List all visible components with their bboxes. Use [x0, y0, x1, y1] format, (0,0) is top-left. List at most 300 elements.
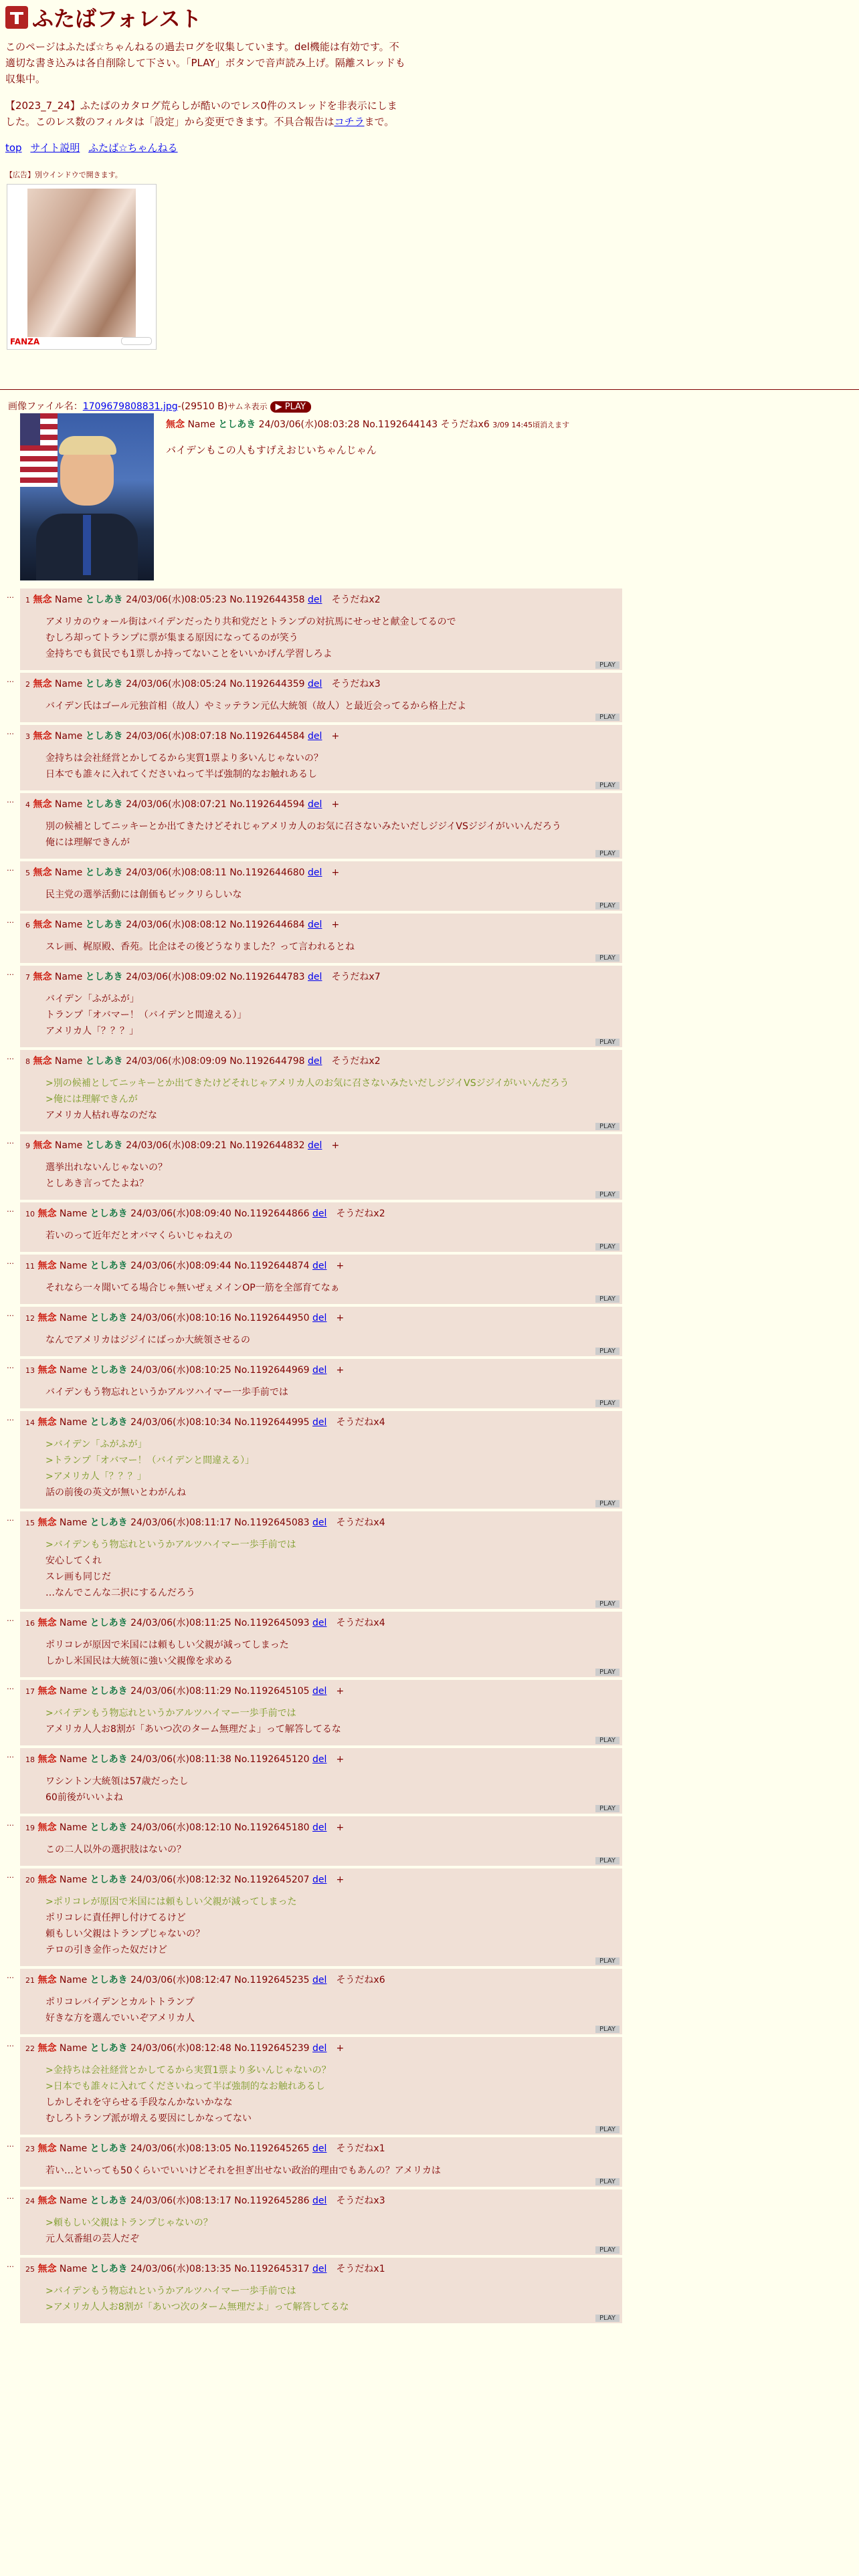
reply-subject: 無念: [33, 972, 52, 982]
reply-date: 24/03/06(水)08:11:29: [130, 1686, 231, 1697]
sodane-button[interactable]: そうだねx2: [331, 1056, 381, 1067]
reply-index: 21: [25, 1976, 35, 1985]
report-link[interactable]: コチラ: [334, 116, 365, 128]
sodane-button[interactable]: そうだねx1: [336, 2264, 385, 2274]
reply-name-label: Name: [54, 867, 83, 878]
reply-body: [45, 1774, 617, 1806]
reply-number[interactable]: No.1192644798: [229, 1056, 305, 1067]
reply-poster: としあき: [85, 920, 123, 930]
reply-name-label: Name: [59, 1975, 88, 1985]
site-title[interactable]: ふたばフォレスト: [32, 6, 202, 31]
play-button[interactable]: PLAY: [595, 850, 619, 857]
reply-marker: …: [7, 1414, 14, 1422]
sodane-button[interactable]: そうだねx7: [331, 972, 381, 982]
reply-number[interactable]: No.1192644950: [234, 1313, 310, 1323]
del-link[interactable]: del: [308, 972, 322, 982]
reply-date: 24/03/06(水)08:07:21: [126, 799, 227, 810]
play-button[interactable]: PLAY: [595, 1243, 619, 1251]
body-line: ワシントン大統領は57歳だったし: [45, 1776, 189, 1787]
reply-poster: としあき: [85, 595, 123, 605]
sodane-button[interactable]: そうだねx6: [336, 1975, 385, 1985]
del-link[interactable]: del: [312, 1754, 327, 1765]
reply-number[interactable]: No.1192644874: [234, 1261, 310, 1271]
reply-number[interactable]: No.1192645317: [234, 2264, 310, 2274]
reply-number[interactable]: No.1192645093: [234, 1618, 310, 1628]
reply-number[interactable]: No.1192644969: [234, 1365, 310, 1376]
reply-box: [20, 2189, 622, 2255]
body-line: バイデンもう物忘れというかアルツハイマー一歩手前では: [45, 1387, 288, 1398]
ad-pager-dots[interactable]: [121, 337, 152, 345]
play-button[interactable]: PLAY: [595, 1191, 619, 1198]
play-button[interactable]: PLAY: [595, 1669, 619, 1676]
reply-box: [20, 1612, 622, 1677]
body-line: トランプ「オバマー！（バイデンと間違える）」: [45, 1010, 247, 1021]
body-line: しかしそれを守らせる手段なんかないかなな: [45, 2097, 233, 2108]
sodane-button[interactable]: そうだねx3: [331, 679, 381, 689]
op-header: [166, 417, 569, 431]
op-number[interactable]: No.1192644143: [362, 419, 438, 430]
top-link[interactable]: top: [5, 142, 22, 154]
reply-body: [45, 1280, 617, 1296]
body-line: バイデン「ふがふが」: [45, 994, 139, 1004]
reply-date: 24/03/06(水)08:11:38: [130, 1754, 231, 1765]
reply-poster: としあき: [90, 1975, 128, 1985]
body-line: …なんでこんな二択にするんだろう: [45, 1588, 195, 1598]
reply-number[interactable]: No.1192644359: [229, 679, 305, 689]
reply-name-label: Name: [54, 1056, 83, 1067]
reply-date: 24/03/06(水)08:13:17: [130, 2195, 231, 2206]
del-link[interactable]: del: [308, 1056, 322, 1067]
reply-body: [45, 2215, 617, 2247]
reply-marker: …: [7, 2140, 14, 2149]
reply-body: [45, 1637, 617, 1669]
reply-box: [20, 861, 622, 911]
del-link[interactable]: del: [312, 1417, 327, 1428]
reply-box: [20, 1359, 622, 1408]
reply-header: [25, 918, 617, 931]
play-button[interactable]: PLAY: [595, 2315, 619, 2322]
play-button[interactable]: PLAY: [595, 2126, 619, 2133]
reply-name-label: Name: [54, 679, 83, 689]
reply-subject: 無念: [37, 2195, 57, 2206]
reply-marker: …: [7, 1514, 14, 1523]
reply-poster: としあき: [90, 1686, 128, 1697]
reply-header: [25, 1684, 617, 1697]
reply-header: [25, 1752, 617, 1765]
play-button[interactable]: PLAY: [595, 2026, 619, 2033]
reply-number[interactable]: No.1192645105: [234, 1686, 310, 1697]
reply-name-label: Name: [59, 1618, 88, 1628]
play-button[interactable]: PLAY: [595, 1500, 619, 1507]
reply-index: 15: [25, 1519, 35, 1527]
nav-links: [5, 140, 407, 154]
futaba-link[interactable]: ふたば☆ちゃんねる: [88, 142, 178, 154]
sodane-button[interactable]: そうだねx4: [336, 1618, 385, 1628]
del-link[interactable]: del: [308, 731, 322, 742]
sodane-button[interactable]: +: [336, 1261, 345, 1271]
reply-number[interactable]: No.1192645239: [234, 2043, 310, 2054]
reply-body: [45, 1994, 617, 2026]
reply-number[interactable]: No.1192644783: [229, 972, 305, 982]
reply-header: [25, 1415, 617, 1428]
reply-body: [45, 2163, 617, 2179]
reply-header: [25, 729, 617, 742]
reply-number[interactable]: No.1192645083: [234, 1517, 310, 1528]
table-row: [7, 1612, 622, 1677]
reply-body: [45, 614, 617, 662]
body-line: アメリカ人「？？？」: [45, 1026, 139, 1037]
reply-name-label: Name: [54, 731, 83, 742]
body-line: 元人気番組の芸人だぞ: [45, 2234, 139, 2244]
reply-number[interactable]: No.1192644995: [234, 1417, 310, 1428]
reply-body: [45, 819, 617, 851]
reply-date: 24/03/06(水)08:05:24: [126, 679, 227, 689]
table-row: [7, 914, 622, 963]
body-line: アメリカ人枯れ専なのだな: [45, 1110, 158, 1121]
quote-line: >金持ちは会社経営とかしてるから実質1票より多いんじゃないの？: [45, 2065, 331, 2076]
site-description-link[interactable]: サイト説明: [30, 142, 80, 154]
body-line: 別の候補としてニッキーとか出てきたけどそれじゃアメリカ人のお気に召さないみたいだしジジイVSジジイがいいんだろう: [45, 821, 561, 832]
table-row: [7, 1511, 622, 1609]
reply-index: 5: [25, 869, 30, 877]
play-button[interactable]: PLAY: [595, 1600, 619, 1608]
reply-body: [45, 750, 617, 782]
play-button[interactable]: PLAY: [595, 1805, 619, 1812]
reply-poster: としあき: [90, 1618, 128, 1628]
reply-name-label: Name: [59, 2195, 88, 2206]
table-row: [7, 966, 622, 1047]
ad-image[interactable]: [27, 189, 136, 337]
reply-box: [20, 1307, 622, 1356]
quote-line: >アメリカ人「？？？」: [45, 1471, 147, 1482]
reply-marker: …: [7, 1053, 14, 1061]
file-link[interactable]: 1709679808831.jpg: [82, 401, 178, 412]
sodane-button[interactable]: +: [331, 1140, 340, 1151]
play-button[interactable]: PLAY: [595, 1400, 619, 1407]
del-link[interactable]: del: [312, 1874, 327, 1885]
reply-date: 24/03/06(水)08:08:11: [126, 867, 227, 878]
play-button[interactable]: PLAY: [595, 2246, 619, 2254]
reply-body: [45, 1332, 617, 1348]
body-line: しかし米国民は大統領に強い父親像を求める: [45, 1656, 233, 1667]
reply-marker: …: [7, 1819, 14, 1828]
del-link[interactable]: del: [312, 1822, 327, 1833]
sodane-button[interactable]: そうだねx4: [336, 1517, 385, 1528]
intro-paragraph-2-text: 【2023_7_24】ふたばのカタログ荒らしが酷いのでレス0件のスレッドを非表示にしました。このレス数のフィルタは「設定」から変更できます。不具合報告は: [5, 100, 397, 128]
table-row: [7, 1969, 622, 2034]
del-link[interactable]: del: [312, 2264, 327, 2274]
reply-poster: としあき: [90, 1417, 128, 1428]
reply-name-label: Name: [54, 799, 83, 810]
reply-box: [20, 2258, 622, 2323]
sodane-button[interactable]: そうだねx3: [336, 2195, 385, 2206]
intro-text: [5, 39, 407, 130]
sodane-button[interactable]: +: [331, 799, 340, 810]
reply-subject: 無念: [37, 1874, 57, 1885]
body-line: むしろトランプ派が増える要因にしかなってない: [45, 2113, 252, 2124]
reply-marker: …: [7, 968, 14, 977]
reply-number[interactable]: No.1192645120: [234, 1754, 310, 1765]
sodane-button[interactable]: +: [336, 1313, 345, 1323]
reply-header: [25, 970, 617, 983]
play-button[interactable]: PLAY: [595, 782, 619, 789]
reply-body: [45, 1537, 617, 1601]
reply-subject: 無念: [33, 867, 52, 878]
intro-paragraph-2-end: まで。: [364, 116, 395, 128]
intro-paragraph-1: このページはふたば☆ちゃんねるの過去ログを収集しています。del機能は有効です。不適切な書き込みは各自削除して下さい。「PLAY」ボタンで音声読み上げ。隔離スレッドも収集中。: [5, 41, 405, 85]
sodane-button[interactable]: +: [331, 920, 340, 930]
del-link[interactable]: del: [308, 679, 322, 689]
reply-index: 13: [25, 1366, 35, 1375]
reply-number[interactable]: No.1192645286: [234, 2195, 310, 2206]
reply-subject: 無念: [37, 1365, 57, 1376]
reply-index: 24: [25, 2197, 35, 2206]
reply-number[interactable]: No.1192644594: [229, 799, 305, 810]
play-button[interactable]: PLAY: [595, 954, 619, 962]
reply-header: [25, 1363, 617, 1376]
reply-index: 9: [25, 1142, 30, 1150]
reply-date: 24/03/06(水)08:11:25: [130, 1618, 231, 1628]
reply-body: [45, 1228, 617, 1244]
body-line: 話の前後の英文が無いとわがんね: [45, 1487, 186, 1498]
reply-body: [45, 1842, 617, 1858]
play-button[interactable]: PLAY: [595, 1123, 619, 1130]
del-link[interactable]: del: [312, 1686, 327, 1697]
tie-graphic: [83, 515, 91, 575]
play-button[interactable]: PLAY: [595, 2178, 619, 2185]
op-image[interactable]: [20, 413, 154, 580]
reply-marker: …: [7, 1257, 14, 1266]
del-link[interactable]: del: [312, 2195, 327, 2206]
sodane-button[interactable]: そうだねx2: [336, 1208, 385, 1219]
reply-marker: …: [7, 2192, 14, 2201]
reply-box: [20, 725, 622, 790]
play-button[interactable]: PLAY: [595, 1295, 619, 1303]
reply-marker: …: [7, 1683, 14, 1691]
reply-subject: 無念: [33, 1140, 52, 1151]
sodane-button[interactable]: +: [336, 1754, 345, 1765]
reply-header: [25, 2141, 617, 2155]
reply-poster: としあき: [90, 1517, 128, 1528]
reply-number[interactable]: No.1192644866: [234, 1208, 310, 1219]
reply-number[interactable]: No.1192644358: [229, 595, 305, 605]
reply-header: [25, 865, 617, 879]
reply-subject: 無念: [33, 731, 52, 742]
play-button[interactable]: PLAY: [595, 1737, 619, 1744]
file-size: -(29510 B): [177, 401, 228, 412]
reply-name-label: Name: [59, 1517, 88, 1528]
reply-subject: 無念: [37, 1313, 57, 1323]
sodane-button[interactable]: +: [336, 1822, 345, 1833]
del-link[interactable]: del: [312, 1517, 327, 1528]
reply-number[interactable]: No.1192645180: [234, 1822, 310, 1833]
body-line: ポリコレバイデンとカルトトランプ: [45, 1997, 195, 2008]
play-button[interactable]: PLAY: [595, 902, 619, 909]
table-row: [7, 1868, 622, 1966]
reply-header: [25, 1515, 617, 1529]
reply-index: 14: [25, 1418, 35, 1427]
op-expire: 3/09 14:45頃消えます: [492, 421, 570, 429]
quote-line: >ポリコレが原因で米国には頼もしい父親が減ってしまった: [45, 1897, 297, 1907]
reply-marker: …: [7, 1751, 14, 1759]
reply-header: [25, 677, 617, 690]
reply-body: [45, 887, 617, 903]
reply-poster: としあき: [90, 1874, 128, 1885]
reply-name-label: Name: [59, 1365, 88, 1376]
reply-index: 11: [25, 1262, 35, 1271]
reply-header: [25, 2262, 617, 2275]
table-row: [7, 1748, 622, 1814]
reply-header: [25, 1872, 617, 1886]
table-row: [7, 588, 622, 670]
ad-banner[interactable]: [7, 184, 157, 350]
del-link[interactable]: del: [308, 920, 322, 930]
body-line: 60前後がいいよね: [45, 1792, 123, 1803]
reply-poster: としあき: [85, 972, 123, 982]
del-link[interactable]: del: [308, 1140, 322, 1151]
reply-box: [20, 966, 622, 1047]
play-button[interactable]: PLAY: [595, 1857, 619, 1864]
del-link[interactable]: del: [308, 799, 322, 810]
del-link[interactable]: del: [312, 2143, 327, 2154]
reply-name-label: Name: [59, 1874, 88, 1885]
play-button[interactable]: PLAY: [595, 714, 619, 721]
op-sodane[interactable]: そうだねx6: [440, 419, 490, 430]
reply-number[interactable]: No.1192645265: [234, 2143, 310, 2154]
reply-index: 4: [25, 800, 30, 809]
reply-subject: 無念: [33, 920, 52, 930]
reply-box: [20, 1816, 622, 1866]
reply-name-label: Name: [59, 2143, 88, 2154]
table-row: [7, 673, 622, 722]
body-line: 日本でも誰々に入れてくださいねって半ば強制的なお触れあるし: [45, 769, 317, 780]
reply-poster: としあき: [90, 2264, 128, 2274]
del-link[interactable]: del: [312, 1313, 327, 1323]
sodane-button[interactable]: +: [336, 1686, 345, 1697]
reply-subject: 無念: [37, 1208, 57, 1219]
del-link[interactable]: del: [312, 1261, 327, 1271]
reply-index: 3: [25, 732, 30, 741]
reply-number[interactable]: No.1192644584: [229, 731, 305, 742]
reply-date: 24/03/06(水)08:13:05: [130, 2143, 231, 2154]
body-line: 若い…といっても50くらいでいいけどそれを担ぎ出せない政治的理由でもあんの？アメリカは: [45, 2165, 441, 2176]
reply-poster: としあき: [85, 679, 123, 689]
reply-header: [25, 1206, 617, 1220]
reply-box: [20, 1411, 622, 1509]
reply-header: [25, 1973, 617, 1986]
play-button[interactable]: PLAY: [595, 1039, 619, 1046]
sodane-button[interactable]: そうだねx4: [336, 1417, 385, 1428]
body-line: この二人以外の選択肢はないの？: [45, 1844, 186, 1855]
reply-box: [20, 1202, 622, 1252]
reply-poster: としあき: [90, 1754, 128, 1765]
reply-index: 6: [25, 921, 30, 930]
del-link[interactable]: del: [308, 867, 322, 878]
separator: [0, 389, 859, 390]
file-label: 画像ファイル名：: [8, 401, 83, 412]
reply-poster: としあき: [90, 1822, 128, 1833]
reply-poster: としあき: [90, 2195, 128, 2206]
table-row: [7, 2189, 622, 2255]
reply-marker: …: [7, 591, 14, 600]
del-link[interactable]: del: [312, 1618, 327, 1628]
del-link[interactable]: del: [308, 595, 322, 605]
table-row: [7, 1411, 622, 1509]
reply-name-label: Name: [59, 1313, 88, 1323]
quote-line: >バイデンもう物忘れというかアルツハイマー一歩手前では: [45, 2286, 296, 2296]
reply-poster: としあき: [90, 1208, 128, 1219]
reply-date: 24/03/06(水)08:12:47: [130, 1975, 231, 1985]
reply-header: [25, 593, 617, 606]
reply-index: 12: [25, 1314, 35, 1323]
sodane-button[interactable]: +: [336, 2043, 345, 2054]
reply-header: [25, 1820, 617, 1834]
del-link[interactable]: del: [312, 1208, 327, 1219]
reply-number[interactable]: No.1192645207: [234, 1874, 310, 1885]
sodane-button[interactable]: そうだねx1: [336, 2143, 385, 2154]
op-play-button[interactable]: ▶ PLAY: [270, 401, 311, 413]
reply-body: [45, 2283, 617, 2315]
reply-marker: …: [7, 864, 14, 873]
reply-poster: としあき: [85, 1140, 123, 1151]
reply-index: 7: [25, 973, 30, 982]
reply-body: [45, 991, 617, 1039]
reply-header: [25, 1138, 617, 1152]
del-link[interactable]: del: [312, 1365, 327, 1376]
play-button[interactable]: PLAY: [595, 1348, 619, 1355]
sodane-button[interactable]: +: [336, 1874, 345, 1885]
reply-number[interactable]: No.1192645235: [234, 1975, 310, 1985]
sodane-button[interactable]: +: [331, 731, 340, 742]
reply-poster: としあき: [90, 2043, 128, 2054]
reply-number[interactable]: No.1192644684: [229, 920, 305, 930]
reply-date: 24/03/06(水)08:12:48: [130, 2043, 231, 2054]
sodane-button[interactable]: +: [331, 867, 340, 878]
reply-number[interactable]: No.1192644832: [229, 1140, 305, 1151]
reply-name-label: Name: [59, 1417, 88, 1428]
body-line: なんでアメリカはジジイにばっか大統領させるの: [45, 1335, 250, 1346]
reply-marker: …: [7, 675, 14, 684]
reply-body: [45, 1075, 617, 1123]
reply-number[interactable]: No.1192644680: [229, 867, 305, 878]
reply-index: 17: [25, 1687, 35, 1696]
reply-box: [20, 673, 622, 722]
del-link[interactable]: del: [312, 2043, 327, 2054]
reply-marker: …: [7, 1614, 14, 1623]
sodane-button[interactable]: +: [336, 1365, 345, 1376]
sodane-button[interactable]: そうだねx2: [331, 595, 381, 605]
quote-line: >バイデンもう物忘れというかアルツハイマー一歩手前では: [45, 1708, 296, 1719]
reply-poster: としあき: [90, 2143, 128, 2154]
reply-box: [20, 1868, 622, 1966]
file-info: [8, 399, 311, 413]
reply-index: 1: [25, 596, 30, 605]
reply-date: 24/03/06(水)08:09:09: [126, 1056, 227, 1067]
reply-body: [45, 1705, 617, 1737]
reply-box: [20, 2137, 622, 2187]
reply-name-label: Name: [59, 2264, 88, 2274]
play-button[interactable]: PLAY: [595, 1957, 619, 1965]
reply-subject: 無念: [37, 1822, 57, 1833]
body-line: むしろ却ってトランプに票が集まる原因になってるのが笑う: [45, 633, 298, 643]
site-logo-icon[interactable]: [5, 6, 28, 29]
del-link[interactable]: del: [312, 1975, 327, 1985]
play-button[interactable]: PLAY: [595, 661, 619, 669]
body-line: 頼もしい父親はトランプじゃないの？: [45, 1929, 205, 1939]
reply-marker: …: [7, 1362, 14, 1370]
reply-marker: …: [7, 1871, 14, 1880]
reply-date: 24/03/06(水)08:09:02: [126, 972, 227, 982]
